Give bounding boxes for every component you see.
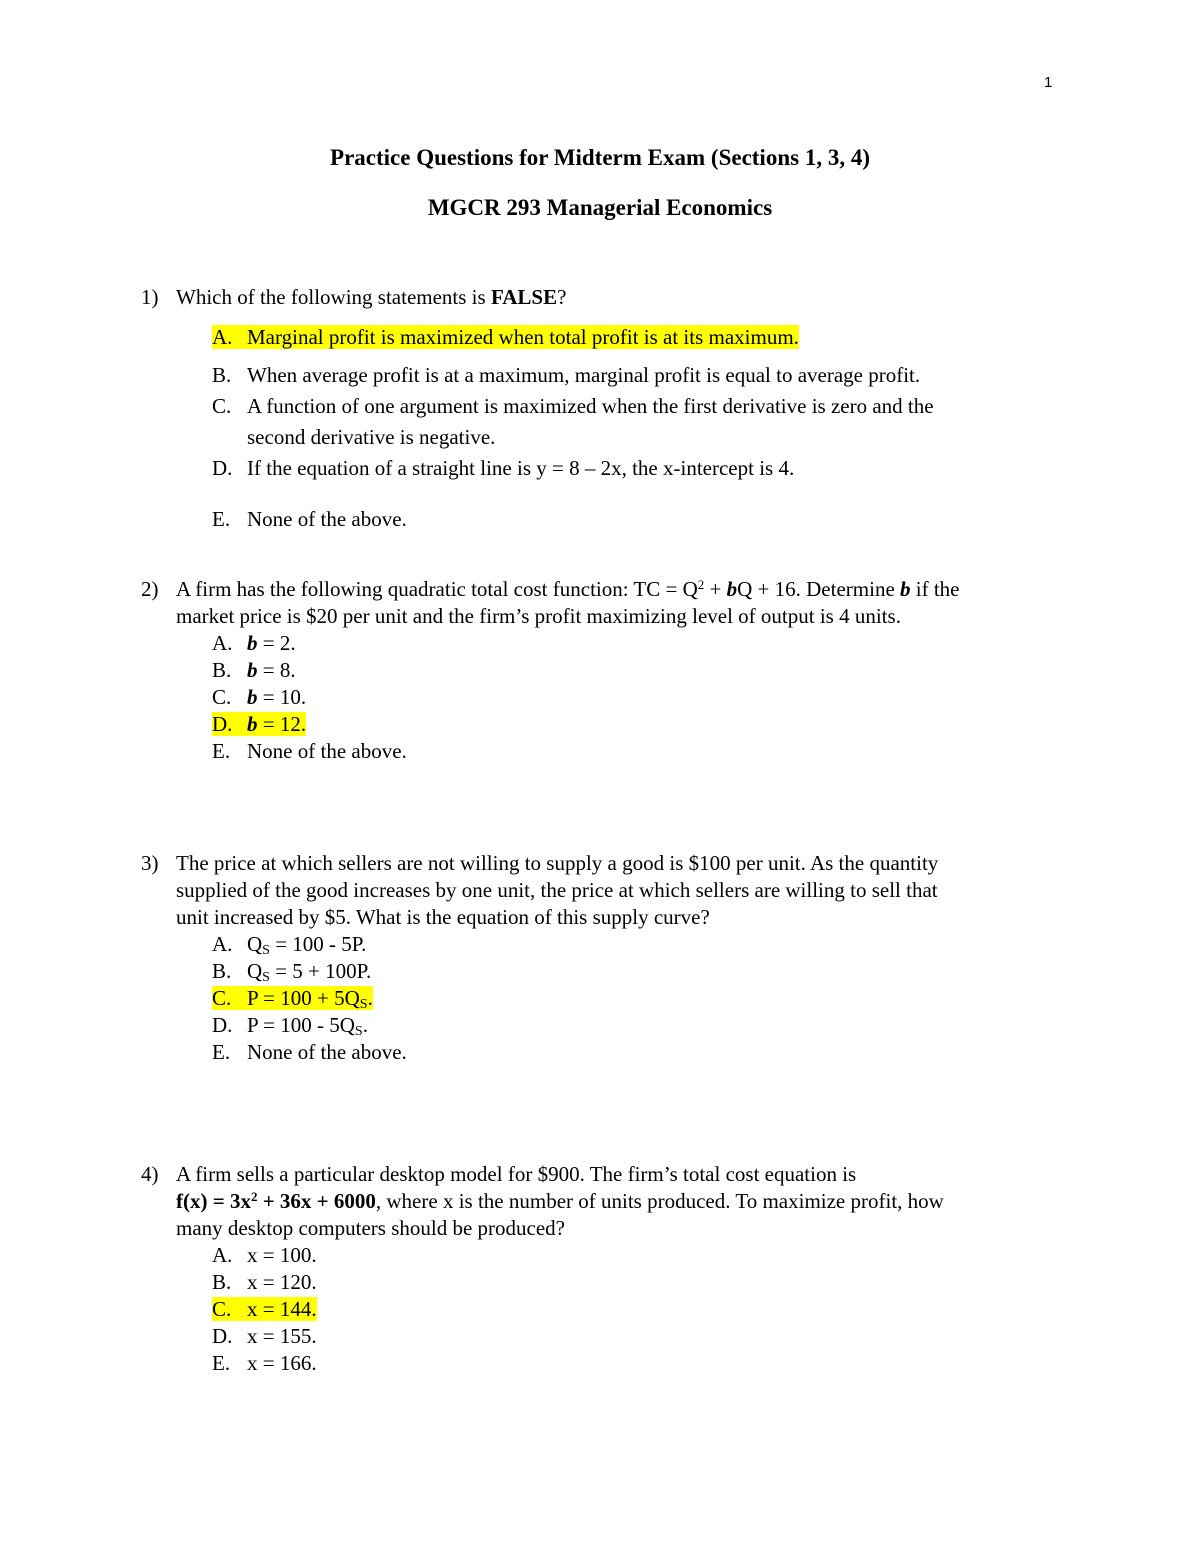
option-d: D. x = 155. [212, 1324, 317, 1348]
question-text-line-1: A firm sells a particular desktop model for $900. The firm’s total cost equation is [176, 1162, 857, 1186]
option-d: D. b = 12. [212, 712, 307, 736]
page-number: 1 [1044, 74, 1053, 91]
option-c: C. x = 144. [212, 1297, 317, 1321]
option-b: B. $Q_S = 5 + 100P$. [212, 959, 372, 985]
option-d: D. If the equation of a straight line is y = 8 – 2x, the x-intercept is 4. [212, 456, 795, 480]
option-a: A. Marginal profit is maximized when total profit is at its maximum. [212, 325, 799, 349]
question-number: 2) [141, 577, 159, 601]
question-text: Which of the following statements is FALSE? [176, 285, 567, 309]
question-text-line-3: many desktop computers should be produced? [176, 1216, 565, 1240]
option-e: E. None of the above. [212, 1040, 407, 1064]
option-d: D. $P = 100 - 5Q_S$. [212, 1013, 368, 1039]
question-number: 3) [141, 851, 159, 875]
question-text-line-1: A firm has the following quadratic total cost function: TC = $Q^2$ + bQ + 16. Determine b if the [176, 577, 960, 601]
option-b: B. b = 8. [212, 658, 296, 682]
question-text-line-2: supplied of the good increases by one unit, the price at which sellers are willing to sell that [176, 878, 938, 902]
option-c: C. b = 10. [212, 685, 307, 709]
question-text-line-2: $f(x) = 3x^2 + 36x + 6000$, where x is the number of units produced. To maximize profit, how [176, 1189, 944, 1213]
option-c: C. $P = 100 + 5Q_S$. [212, 986, 373, 1012]
option-a: A. $Q_S = 100 - 5P$. [212, 932, 367, 958]
option-e: E. None of the above. [212, 507, 407, 531]
question-text-line-1: The price at which sellers are not willing to supply a good is $100 per unit. As the quantity [176, 851, 939, 875]
option-a: A. b = 2. [212, 631, 296, 655]
question-number: 1) [141, 285, 159, 309]
page-title: Practice Questions for Midterm Exam (Sections 1, 3, 4) [330, 145, 870, 170]
course-title: MGCR 293 Managerial Economics [427, 195, 773, 220]
question-text-line-3: unit increased by $5. What is the equation of this supply curve? [176, 905, 710, 929]
option-e: E. x = 166. [212, 1351, 317, 1375]
option-c: C. A function of one argument is maximized when the first derivative is zero and the [212, 394, 934, 418]
option-b: B. x = 120. [212, 1270, 317, 1294]
question-number: 4) [141, 1162, 159, 1186]
option-e: E. None of the above. [212, 739, 407, 763]
option-b: B. When average profit is at a maximum, marginal profit is equal to average profit. [212, 363, 921, 387]
option-c-continuation: second derivative is negative. [247, 425, 496, 449]
question-text-line-2: market price is $20 per unit and the firm’s profit maximizing level of output is 4 units. [176, 604, 901, 628]
option-a: A. x = 100. [212, 1243, 317, 1267]
